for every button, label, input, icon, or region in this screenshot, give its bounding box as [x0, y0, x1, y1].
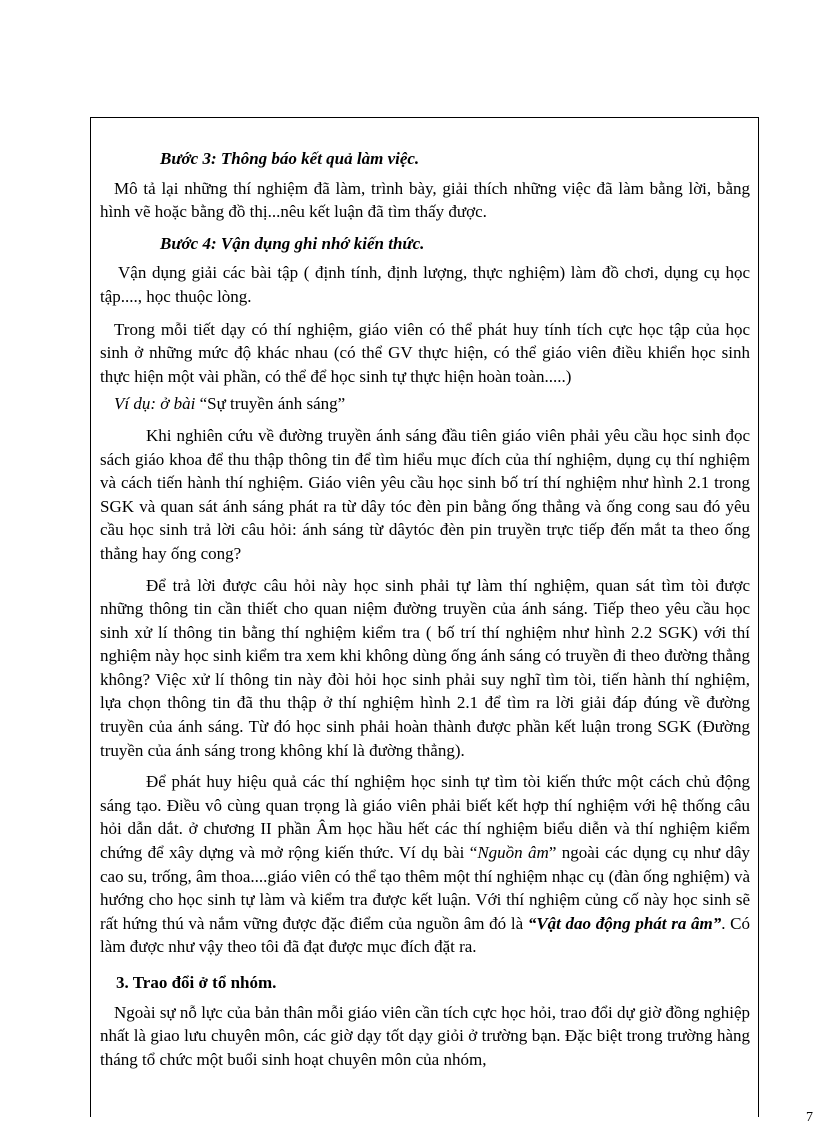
step3-heading: Bước 3: Thông báo kết quả làm việc. [160, 149, 420, 168]
example-line [100, 392, 750, 416]
effect-quote: “Vật dao động phát ra âm” [527, 913, 722, 933]
step4-heading: Bước 4: Vận dụng ghi nhớ kiến thức. [160, 233, 425, 253]
section3-heading: 3. Trao đổi ở tổ nhóm. [116, 973, 277, 992]
effect-text-1: Để phát huy hiệu quả các thí nghiệm học sinh tự tìm tòi kiến thức một cách chủ động sáng tạo. Điều vô cùng quan trọng là giáo viên phải biết kết hợp thí nghiệm với hệ thống câu hỏi dẫn dắt. ở chương II phần Âm học hầu hết các thí nghiệm biểu diễn và thí nghiệm kiểm chứng để xây dựng và mở rộng kiến thức. Ví dụ bài “ [100, 772, 750, 863]
study-paragraph: Khi nghiên cứu về đường truyền ánh sáng đầu tiên giáo viên phải yêu cầu học sinh đọc sách giáo khoa để thu thập thông tin để tìm hiểu mục đích của thí nghiệm, dụng cụ thí nghiệm và cách tiến hành thí nghiệm. Giáo viên yêu cầu học sinh bố trí thí nghiệm như hình 2.1 trong SGK và quan sát ánh sáng phát ra từ dây tóc đèn pin bằng ống thẳng và ống cong sau đó yêu cầu học sinh trả lời câu hỏi: ánh sáng từ dâytóc đèn pin truyền trực tiếp đến mắt ta theo ống thẳng hay ống cong? [100, 425, 750, 563]
levels-paragraph: Trong mỗi tiết dạy có thí nghiệm, giáo viên có thể phát huy tính tích cực học tập của học sinh ở những mức độ khác nhau (có thể GV thực hiện, có thể giáo viên điều khiển học sinh thực hiện một vài phần, có thể để học sinh tự thực hiện hoàn toàn.....) [100, 319, 750, 386]
page-number: 7 [806, 1110, 813, 1125]
document-body [100, 147, 750, 1071]
example-title: “Sự truyền ánh sáng” [195, 394, 346, 414]
example-label: Ví dụ: ở bài [114, 394, 196, 414]
effect-text-2: ” ngoài các dụng cụ như dây cao su, trống, âm thoa....giáo viên có thể tạo thêm một thí nghiệm nhạc cụ (đàn ống nghiệm) và hướng cho học sinh tự làm và kiểm tra được kết luận. Với thí nghiệm củng cố này học sinh sẽ rất hứng thú và nắm vững được đặc điểm của nguồn âm đó là [100, 843, 751, 933]
effect-source-lesson: Nguồn âm [477, 843, 549, 863]
effect-text-3: . Có làm được như vậy theo tôi đã đạt được mục đích đặt ra. [100, 913, 750, 957]
effect-paragraph [100, 770, 750, 959]
step3-paragraph: Mô tả lại những thí nghiệm đã làm, trình bày, giải thích những việc đã làm bằng lời, bằng hình vẽ hoặc bằng đồ thị...nêu kết luận đã tìm thấy được. [100, 178, 750, 222]
exchange-paragraph: Ngoài sự nỗ lực của bản thân mỗi giáo viên cần tích cực học hỏi, trao đổi dự giờ đồng nghiệp nhất là giao lưu chuyên môn, các giờ dạy tốt dạy giỏi ở trường bạn. Đặc biệt trong trường hàng tháng tổ chức một buổi sinh hoạt chuyên môn của nhóm, [100, 1002, 750, 1069]
answer-paragraph: Để trả lời được câu hỏi này học sinh phải tự làm thí nghiệm, quan sát tìm tòi được những thông tin cần thiết cho quan niệm đường truyền của ánh sáng. Tiếp theo yêu cầu học sinh xử lí thông tin bằng thí nghiệm kiểm tra ( bố trí thí nghiệm như hình 2.2 SGK) với thí nghiệm này học sinh kiểm tra xem khi không dùng ống ánh sáng có truyền đi theo đường thẳng không? Việc xử lí thông tin này đòi hỏi học sinh phải suy nghĩ tìm tòi, tiến hành thí nghiệm, lựa chọn thông tin đã thu thập ở thí nghiệm hình 2.1 để tìm ra lời giải đáp đúng về đường truyền của ánh sáng. Từ đó học sinh phải hoàn thành được phần kết luận trong SGK (Đường truyền của ánh sáng trong không khí là đường thẳng). [100, 575, 750, 760]
step4-paragraph: Vận dụng giải các bài tập ( định tính, định lượng, thực nghiệm) làm đồ chơi, dụng cụ học tập...., học thuộc lòng. [100, 263, 750, 306]
